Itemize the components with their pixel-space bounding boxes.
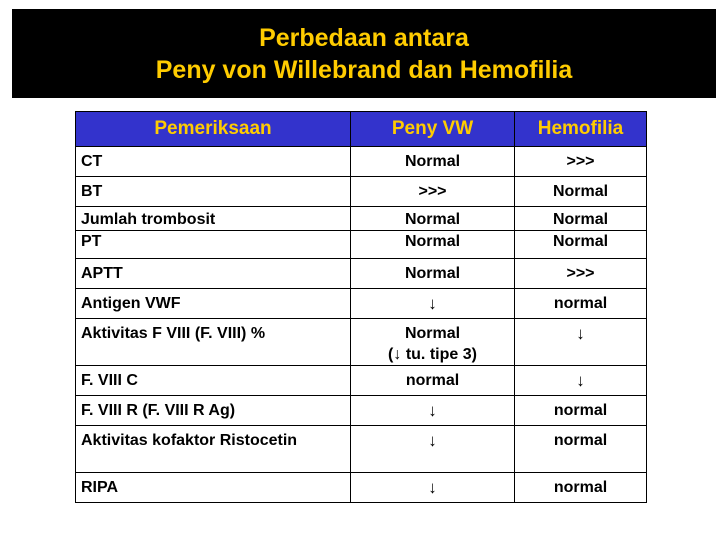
row-hemo: ↓ bbox=[515, 319, 647, 366]
row-hemo: normal bbox=[515, 396, 647, 426]
table-row bbox=[76, 177, 647, 207]
title-line-2: Peny von Willebrand dan Hemofilia bbox=[155, 56, 573, 84]
row-label: F. VIII C bbox=[76, 366, 351, 396]
table-row bbox=[76, 231, 647, 259]
row-hemo: Normal bbox=[515, 207, 647, 231]
row-label: APTT bbox=[76, 259, 351, 289]
table-row bbox=[76, 147, 647, 177]
comparison-table bbox=[75, 111, 647, 503]
row-label: Aktivitas F VIII (F. VIII) % bbox=[76, 319, 351, 366]
row-hemo: normal bbox=[515, 289, 647, 319]
row-vw: ↓ bbox=[351, 289, 515, 319]
table-row bbox=[76, 426, 647, 473]
table-row bbox=[76, 259, 647, 289]
table-row bbox=[76, 366, 647, 396]
row-vw-note: (↓ tu. tipe 3) bbox=[388, 346, 477, 363]
row-label: RIPA bbox=[76, 473, 351, 503]
table-row bbox=[76, 319, 647, 366]
row-label: CT bbox=[76, 147, 351, 177]
table-header-row bbox=[76, 112, 647, 147]
row-hemo: Normal bbox=[515, 177, 647, 207]
row-vw: >>> bbox=[351, 177, 515, 207]
row-label: Aktivitas kofaktor Ristocetin bbox=[76, 426, 351, 473]
row-hemo: >>> bbox=[515, 259, 647, 289]
row-hemo: >>> bbox=[515, 147, 647, 177]
row-label: PT bbox=[76, 231, 351, 259]
row-vw: Normal bbox=[351, 207, 515, 231]
row-label: Antigen VWF bbox=[76, 289, 351, 319]
header-pemeriksaan: Pemeriksaan bbox=[76, 112, 351, 147]
row-vw-cell bbox=[351, 319, 515, 366]
row-vw: Normal bbox=[351, 231, 515, 259]
title-line-1: Perbedaan antara bbox=[259, 24, 469, 52]
table-row bbox=[76, 289, 647, 319]
row-vw: ↓ bbox=[351, 426, 515, 473]
row-label: F. VIII R (F. VIII R Ag) bbox=[76, 396, 351, 426]
page-title bbox=[12, 22, 716, 86]
row-label: Jumlah trombosit bbox=[76, 207, 351, 231]
table-row bbox=[76, 207, 647, 231]
row-vw: ↓ bbox=[351, 396, 515, 426]
row-vw: Normal bbox=[351, 147, 515, 177]
row-vw: ↓ bbox=[351, 473, 515, 503]
header-peny-vw: Peny VW bbox=[351, 112, 515, 147]
header-hemofilia: Hemofilia bbox=[515, 112, 647, 147]
row-hemo: ↓ bbox=[515, 366, 647, 396]
row-hemo: normal bbox=[515, 426, 647, 473]
row-label: BT bbox=[76, 177, 351, 207]
table-row bbox=[76, 396, 647, 426]
table-row bbox=[76, 473, 647, 503]
row-vw: Normal bbox=[351, 259, 515, 289]
row-hemo: normal bbox=[515, 473, 647, 503]
row-vw: Normal bbox=[404, 325, 461, 342]
row-vw: normal bbox=[351, 366, 515, 396]
row-hemo: Normal bbox=[515, 231, 647, 259]
